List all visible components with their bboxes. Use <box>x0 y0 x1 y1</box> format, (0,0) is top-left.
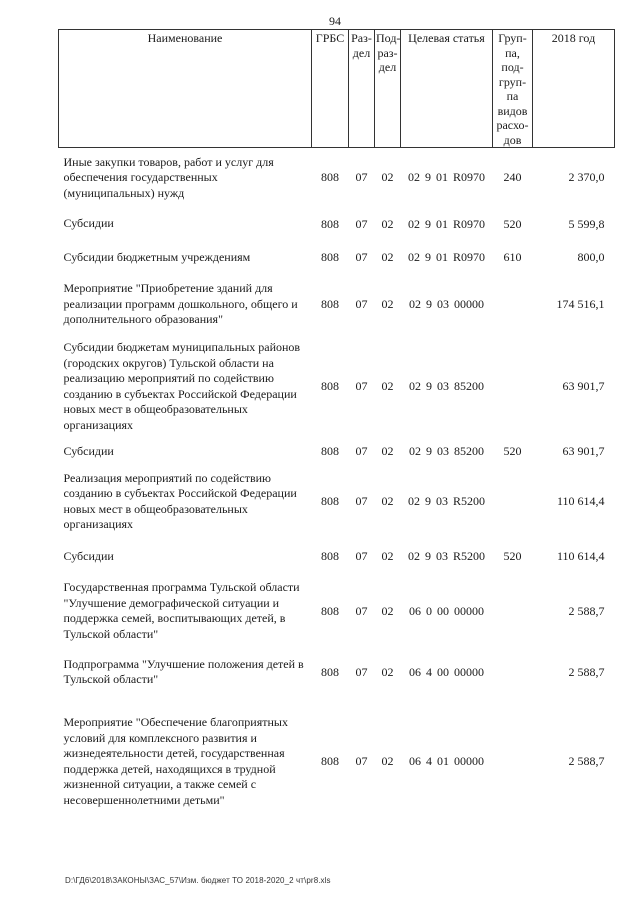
csr-subprogram: 9 <box>424 250 431 264</box>
row-razdel: 07 <box>355 250 368 264</box>
row-razdel: 07 <box>355 379 368 393</box>
row-target-article <box>401 208 493 241</box>
table-body <box>59 148 615 827</box>
csr-subprogram: 9 <box>426 444 432 458</box>
row-amount: 2 588,7 <box>568 664 605 679</box>
row-podrazdel: 02 <box>381 494 394 508</box>
row-expense-group: 520 <box>503 216 522 231</box>
csr-subprogram: 9 <box>426 297 432 311</box>
csr-subprogram: 9 <box>424 549 431 563</box>
row-razdel: 07 <box>355 170 368 185</box>
row-expense-group: 240 <box>503 170 522 185</box>
csr-direction: R5200 <box>452 549 485 563</box>
csr-measure: 00 <box>437 603 449 618</box>
row-amount: 63 901,7 <box>562 379 605 393</box>
table-row <box>59 208 615 241</box>
row-amount: 800,0 <box>577 250 605 264</box>
csr-measure: 03 <box>435 494 448 508</box>
csr-program: 06 <box>409 664 421 679</box>
csr-program: 02 <box>409 444 421 458</box>
row-expense-group <box>493 465 533 539</box>
row-amount: 63 901,7 <box>562 444 605 458</box>
header-expense-group: Груп- па, под- груп- па видов расхо- дов <box>493 30 533 148</box>
csr-measure: 01 <box>435 216 448 231</box>
csr-measure: 01 <box>435 250 448 264</box>
row-name: Субсидии <box>63 443 114 458</box>
row-podrazdel: 02 <box>381 603 394 618</box>
header-podrazdel: Под- раз- дел <box>375 30 401 148</box>
row-target-article <box>401 539 493 575</box>
csr-program: 02 <box>407 494 420 508</box>
row-razdel: 07 <box>355 549 368 563</box>
csr-measure: 03 <box>437 297 449 311</box>
row-name: Подпрограмма "Улучшение положения детей в Тульской области" <box>63 656 304 686</box>
table-row <box>59 241 615 275</box>
header-year-2018: 2018 год <box>533 30 615 148</box>
csr-measure: 01 <box>435 170 448 185</box>
csr-measure: 03 <box>437 379 449 393</box>
row-razdel: 07 <box>355 754 368 768</box>
table-row <box>59 148 615 208</box>
row-target-article <box>401 575 493 648</box>
csr-measure: 01 <box>437 754 449 768</box>
row-name: Субсидии <box>63 216 114 231</box>
csr-subprogram: 9 <box>426 379 432 393</box>
footer-file-path: D:\ГД6\2018\ЗАКОНЫ\ЗАС_57\Изм. бюджет ТО 2018-2020_2 чт\pr8.xls <box>65 876 331 885</box>
row-grbs: 808 <box>321 250 339 264</box>
row-amount: 2 370,0 <box>568 170 605 185</box>
row-razdel: 07 <box>355 603 368 618</box>
csr-direction: 85200 <box>454 444 484 458</box>
row-grbs: 808 <box>321 494 339 508</box>
row-expense-group: 520 <box>503 549 522 563</box>
csr-measure: 00 <box>437 664 449 679</box>
row-name: Мероприятие "Приобретение зданий для реализации программ дошкольного, общего и дополнительного образования" <box>63 281 298 327</box>
row-grbs: 808 <box>321 549 339 563</box>
csr-program: 06 <box>409 754 421 768</box>
csr-direction: 00000 <box>454 297 484 311</box>
table-row <box>59 697 615 827</box>
row-name: Реализация мероприятий по содействию созданию в субъектах Российской Федерации новых мест в общеобразовательных организациях <box>63 470 297 531</box>
table-row <box>59 575 615 648</box>
row-podrazdel: 02 <box>381 444 394 458</box>
csr-program: 02 <box>409 297 421 311</box>
row-target-article <box>401 335 493 439</box>
row-name: Субсидии бюджетам муниципальных районов (городских округов) Тульской области на реализацию мероприятий по содействию созданию в субъектах Российской Федерации новых мест в общеобразовательных организациях <box>63 340 301 432</box>
csr-direction: 00000 <box>454 754 484 768</box>
row-amount: 110 614,4 <box>556 494 605 508</box>
row-amount: 2 588,7 <box>568 603 605 618</box>
table-row <box>59 439 615 465</box>
row-target-article <box>401 465 493 539</box>
header-target-article: Целевая статья <box>401 30 493 148</box>
table-row <box>59 465 615 539</box>
row-podrazdel: 02 <box>381 250 394 264</box>
row-target-article <box>401 648 493 697</box>
row-podrazdel: 02 <box>381 297 394 311</box>
row-amount: 174 516,1 <box>556 297 605 311</box>
row-target-article <box>401 275 493 335</box>
row-expense-group <box>493 697 533 827</box>
csr-direction: 00000 <box>454 664 484 679</box>
row-expense-group: 610 <box>503 250 522 264</box>
row-razdel: 07 <box>355 444 368 458</box>
csr-direction: R5200 <box>452 494 485 508</box>
row-target-article <box>401 697 493 827</box>
row-podrazdel: 02 <box>381 549 394 563</box>
csr-measure: 03 <box>435 549 448 563</box>
table-header <box>59 30 615 148</box>
row-podrazdel: 02 <box>381 664 394 679</box>
row-target-article <box>401 241 493 275</box>
row-grbs: 808 <box>321 444 339 458</box>
csr-direction: R0970 <box>452 216 485 231</box>
row-name: Субсидии <box>63 548 114 563</box>
row-grbs: 808 <box>321 216 339 231</box>
table-row <box>59 275 615 335</box>
row-amount: 5 599,8 <box>568 216 605 231</box>
row-target-article <box>401 439 493 465</box>
csr-subprogram: 4 <box>426 664 432 679</box>
table-row <box>59 539 615 575</box>
header-name: Наименование <box>59 30 312 148</box>
row-name: Мероприятие "Обеспечение благоприятных условий для комплексного развития и жизнедеятельности детей, государственная поддержка детей, находящихся в трудной жизненной ситуации, а также семей с несовершеннолетними детьми" <box>63 715 288 807</box>
row-expense-group: 520 <box>503 444 522 458</box>
csr-direction: 85200 <box>454 379 484 393</box>
row-podrazdel: 02 <box>381 754 394 768</box>
csr-direction: 00000 <box>454 603 484 618</box>
csr-subprogram: 9 <box>424 494 431 508</box>
csr-subprogram: 9 <box>424 216 431 231</box>
row-razdel: 07 <box>355 297 368 311</box>
row-grbs: 808 <box>321 664 339 679</box>
row-name: Субсидии бюджетным учреждениям <box>63 249 251 264</box>
row-razdel: 07 <box>355 216 368 231</box>
csr-subprogram: 4 <box>426 754 432 768</box>
csr-direction: R0970 <box>452 250 485 264</box>
row-expense-group <box>493 335 533 439</box>
row-name: Иные закупки товаров, работ и услуг для обеспечения государственных (муниципальных) нужд <box>63 154 274 200</box>
table-row <box>59 648 615 697</box>
csr-program: 06 <box>409 603 421 618</box>
csr-program: 02 <box>409 379 421 393</box>
row-expense-group <box>493 275 533 335</box>
header-grbs: ГРБС <box>312 30 349 148</box>
row-amount: 2 588,7 <box>568 754 605 768</box>
header-razdel: Раз- дел <box>349 30 375 148</box>
csr-program: 02 <box>407 549 420 563</box>
csr-program: 02 <box>407 170 420 185</box>
row-name: Государственная программа Тульской области "Улучшение демографической ситуации и поддержка семей, воспитывающих детей, в Тульской области" <box>63 580 300 641</box>
csr-subprogram: 9 <box>424 170 431 185</box>
csr-direction: R0970 <box>452 170 485 185</box>
row-razdel: 07 <box>355 494 368 508</box>
row-grbs: 808 <box>321 603 339 618</box>
csr-subprogram: 0 <box>426 603 432 618</box>
row-amount: 110 614,4 <box>556 549 605 563</box>
row-expense-group <box>493 575 533 648</box>
row-expense-group <box>493 648 533 697</box>
row-grbs: 808 <box>321 170 339 185</box>
row-grbs: 808 <box>321 379 339 393</box>
csr-program: 02 <box>407 250 420 264</box>
row-podrazdel: 02 <box>381 216 394 231</box>
row-podrazdel: 02 <box>381 170 394 185</box>
table-row <box>59 335 615 439</box>
csr-program: 02 <box>407 216 420 231</box>
row-target-article <box>401 148 493 208</box>
budget-table <box>58 29 615 827</box>
csr-measure: 03 <box>437 444 449 458</box>
page-number: 94 <box>329 14 341 28</box>
row-podrazdel: 02 <box>381 379 394 393</box>
row-razdel: 07 <box>355 664 368 679</box>
row-grbs: 808 <box>321 754 339 768</box>
row-grbs: 808 <box>321 297 339 311</box>
